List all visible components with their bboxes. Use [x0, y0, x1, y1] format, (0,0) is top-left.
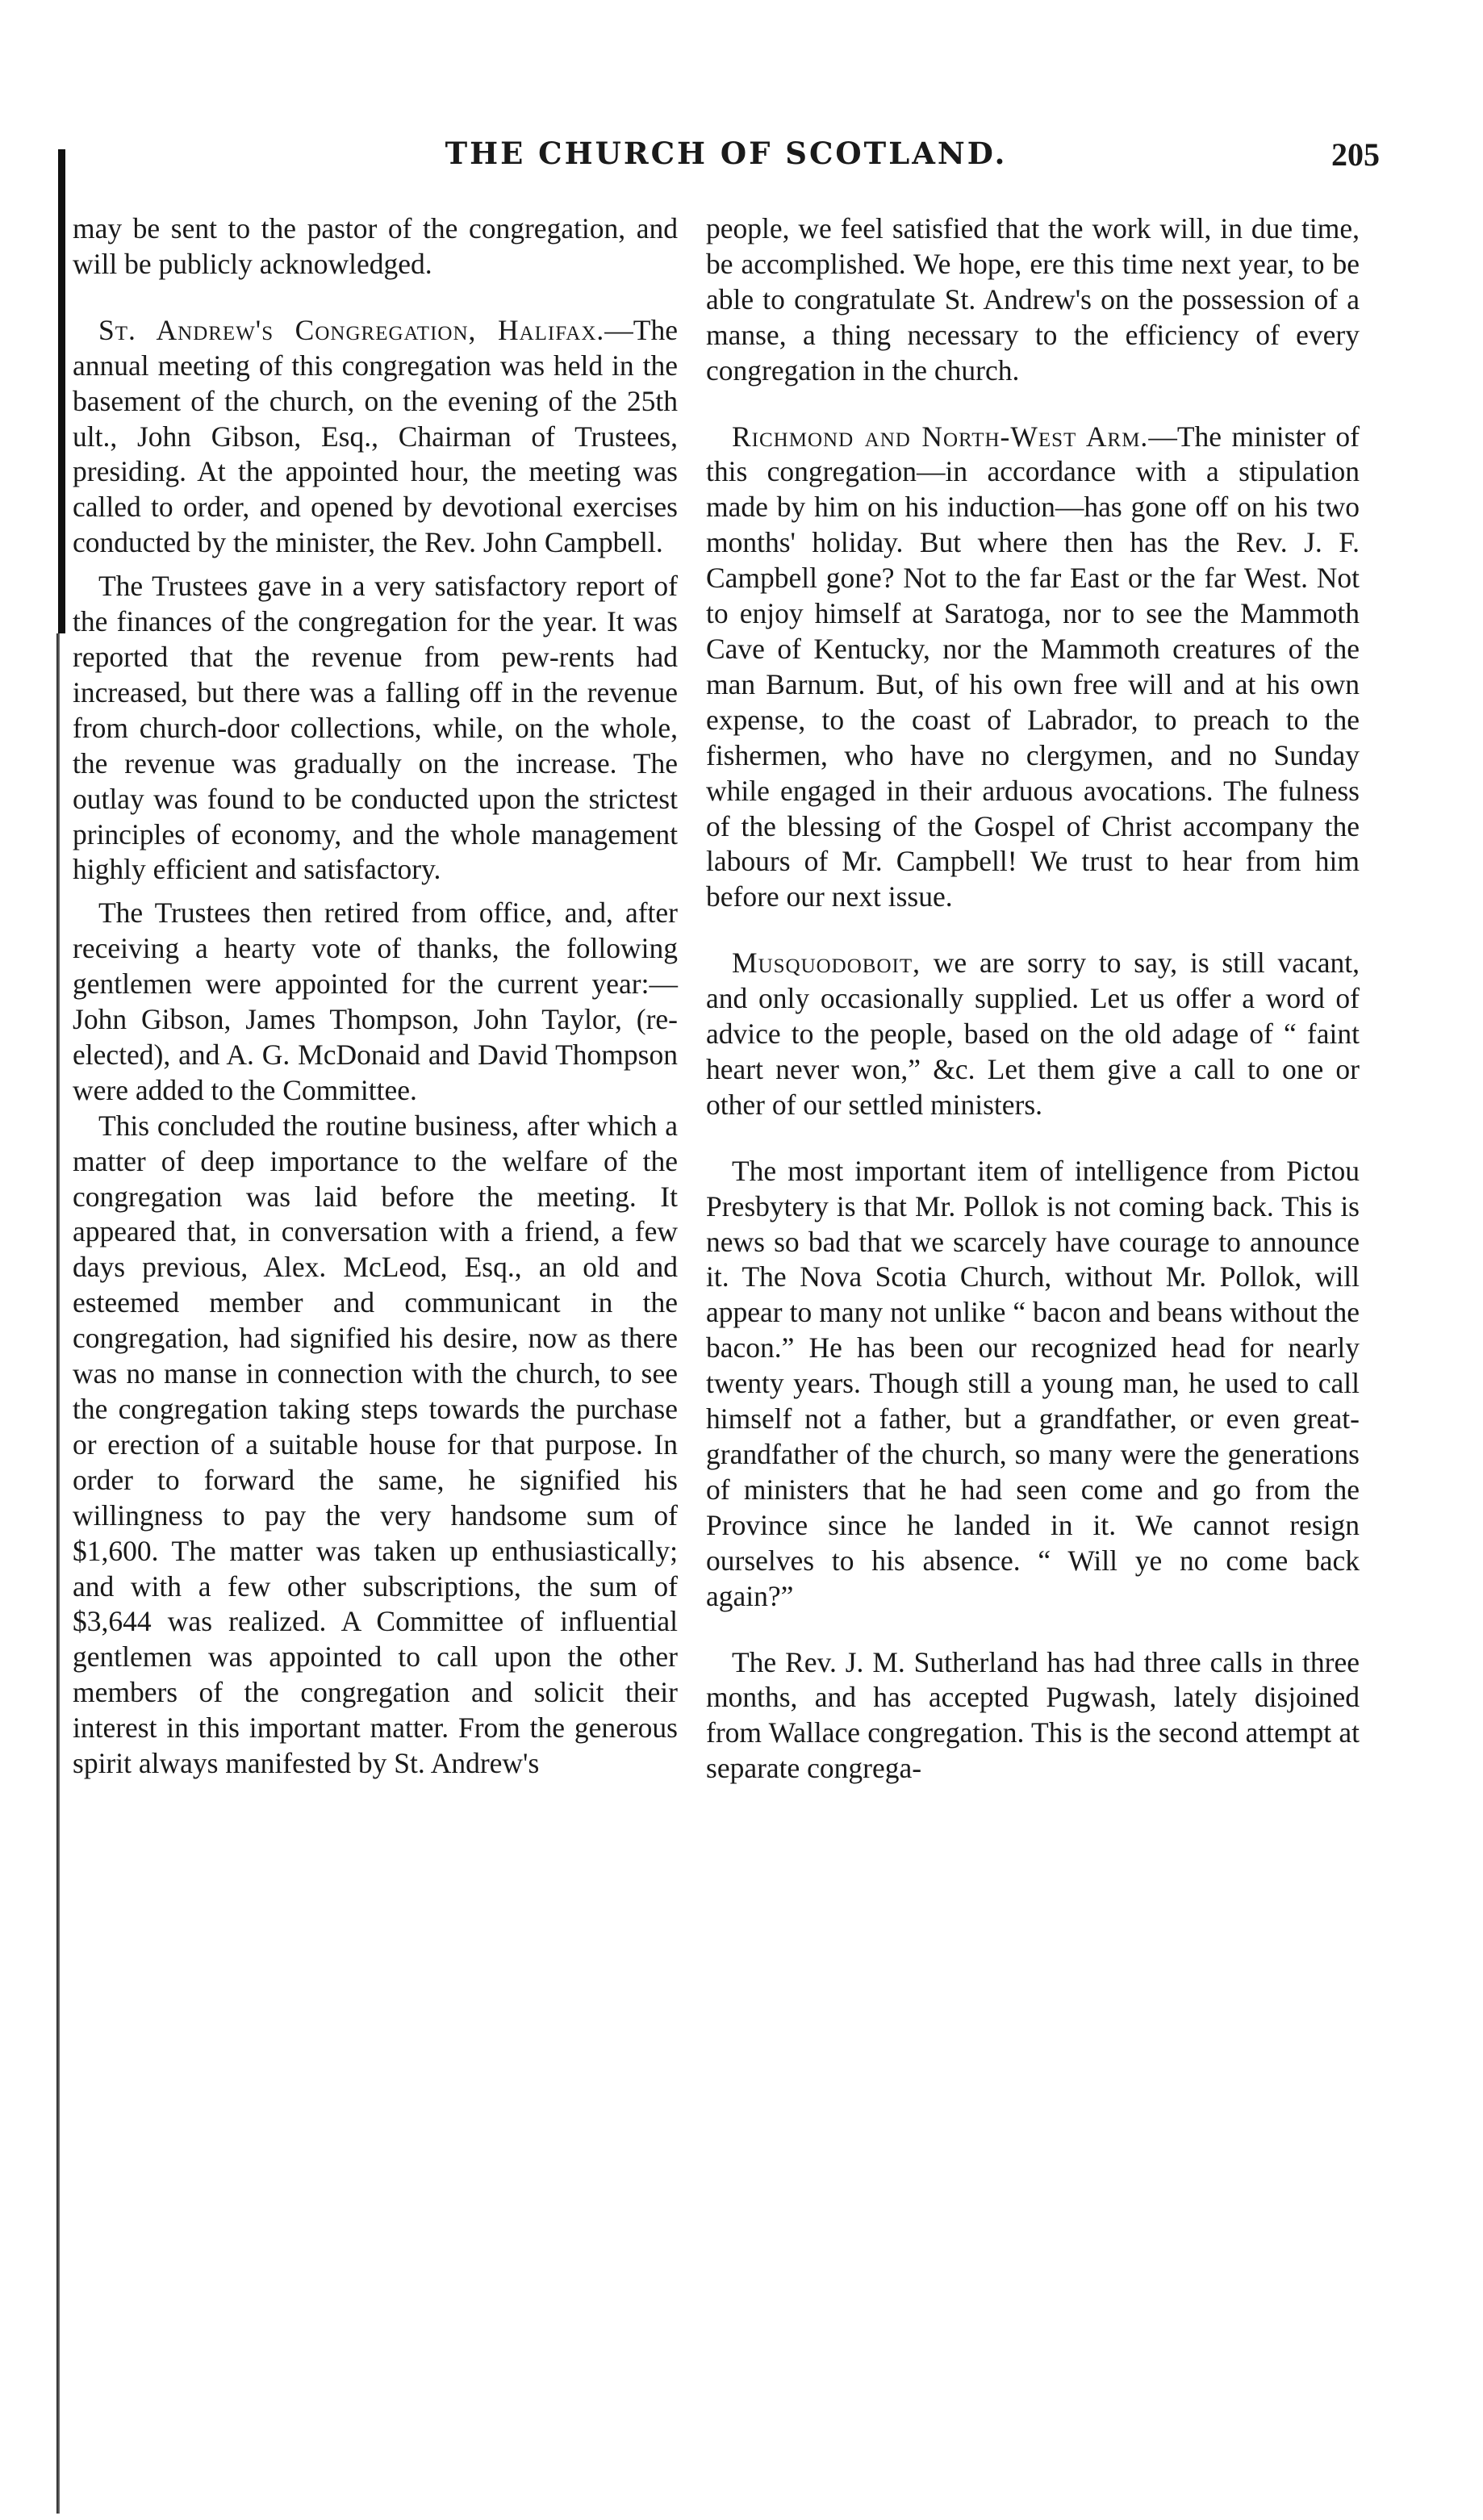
right-column	[706, 211, 1360, 1787]
paragraph-st-andrews: St. Andrew's Congregation, Halifax.—The annual meeting of this congregation was held in the basement of the church, on the evening of the 25th ult., John Gibson, Esq., Chairman of Trustees, presiding. At the appointed hour, the meeting was called to order, and opened by devotional exercises conducted by the minister, the Rev. John Campbell.	[73, 313, 678, 559]
paragraph-trustees-retired: The Trustees then retired from office, and, after receiving a hearty vote of thanks, the following gentlemen were appointed for the current year:—John Gibson, James Thompson, John Taylor, (re-elected), and A. G. McDonaid and David Thompson were added to the Committee.	[73, 896, 678, 1106]
page-header	[73, 136, 1380, 184]
paragraph-pollok: The most important item of intelligence from Pictou Presbytery is that Mr. Pollok is not coming back. This is news so bad that we scarcely have courage to announce it. The Nova Scotia Church, without Mr. Pollok, will appear to many not unlike “ bacon and beans without the bacon.” He has been our recognized head for nearly twenty years. Though still a young man, he used to call himself not a father, but a grandfather, or even great-grandfather of the church, so many were the generations of ministers that he had seen come and go from the Province since he landed in it. We cannot resign ourselves to his absence. “ Will ye no come back again?”	[706, 1154, 1360, 1612]
paragraph-sutherland: The Rev. J. M. Sutherland has had three calls in three months, and has accepted Pugwash, lately disjoined from Wallace congregation. This is the second attempt at separate congrega-	[706, 1645, 1360, 1785]
section-heading: Richmond and North-West Arm.	[732, 420, 1149, 453]
paragraph-continued-right: people, we feel satisfied that the work will, in due time, be accomplished. We hope, ere this time next year, to be able to congratulate St. Andrew's on the possession of a manse, a thing necessary to the efficiency of every congregation in the church.	[706, 212, 1360, 387]
running-title: THE CHURCH OF SCOTLAND.	[445, 136, 1008, 171]
binding-edge-bar	[58, 149, 65, 633]
section-heading: St. Andrew's Congregation, Halifax.	[98, 313, 605, 346]
binding-edge-shadow	[56, 633, 60, 2514]
left-column	[73, 211, 678, 1782]
paragraph-trustees-report: The Trustees gave in a very satisfactory report of the finances of the congregation for the year. It was reported that the revenue from pew-rents had increased, but there was a falling off in the revenue from church-door collections, while, on the whole, the revenue was gradually on the increase. The outlay was found to be conducted upon the strictest principles of economy, and the whole management highly efficient and satisfactory.	[73, 570, 678, 886]
paragraph-manse-proposal: This concluded the routine business, after which a matter of deep importance to the welfare of the congregation was laid before the meeting. It appeared that, in conversation with a friend, a few days previous, Alex. McLeod, Esq., an old and esteemed member and communicant in the congregation, had signified his desire, now as there was no manse in connection with the church, to see the congregation taking steps towards the purchase or erection of a suitable house for that purpose. In order to forward the same, he signified his willingness to pay the very handsome sum of $1,600. The matter was taken up enthusiastically; and with a few other subscriptions, the sum of $3,644 was realized. A Committee of influential gentlemen was appointed to call upon the other members of the congregation and solicit their interest in this important matter. From the generous spirit always manifested by St. Andrew's	[73, 1109, 678, 1780]
section-heading: Musquodoboit,	[732, 947, 921, 980]
paragraph-richmond: Richmond and North-West Arm.—The minister of this congregation—in accordance with a stipulation made by him on his induction—has gone off on his two months' holiday. But where then has the Rev. J. F. Campbell gone? Not to the far East or the far West. Not to enjoy himself at Saratoga, nor to see the Mammoth Cave of Kentucky, nor the Mammoth creatures of the man Barnum. But, of his own free will and at his own expense, to the coast of Labrador, to preach to the fishermen, who have no clergymen, and no Sunday while engaged in their arduous avocations. The fulness of the blessing of the Gospel of Christ accompany the labours of Mr. Campbell! We trust to hear from him before our next issue.	[706, 420, 1360, 913]
paragraph-continued: may be sent to the pastor of the congregation, and will be publicly acknowledged.	[73, 212, 678, 280]
page-number: 205	[1331, 136, 1380, 173]
paragraph-musquodoboit: Musquodoboit, we are sorry to say, is still vacant, and only occasionally supplied. Let us offer a word of advice to the people, based on the old adage of “ faint heart never won,” &c. Let them give a call to one or other of our settled ministers.	[706, 947, 1360, 1121]
